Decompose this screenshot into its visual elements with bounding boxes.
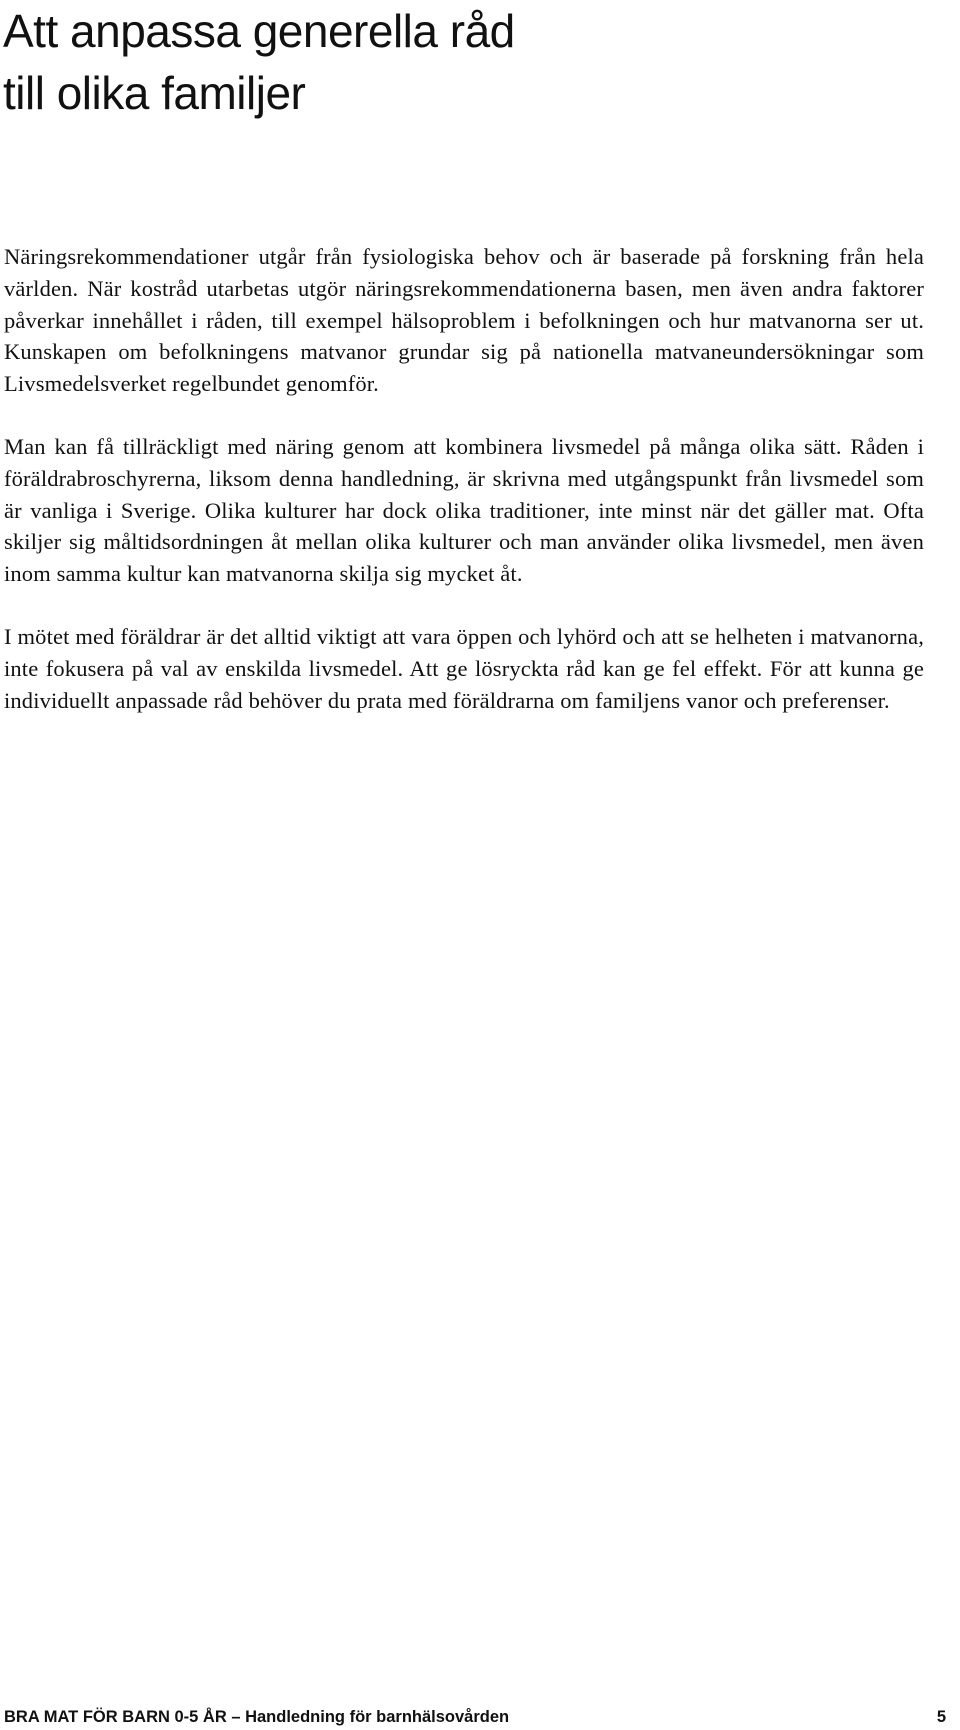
footer-page-number: 5 <box>936 1708 946 1726</box>
page-title-line-1: Att anpassa generella råd <box>3 5 515 57</box>
page-footer <box>4 1706 946 1728</box>
paragraph-nutrition-recommendations: Näringsrekommendationer utgår från fysiologiska behov och är baserade på forskning från hela världen. När kostråd utarbetas utgör näringsrekommendationerna basen, men även andra faktorer påverkar innehållet i råden, till exempel hälsoproblem i befolkningen och hur matvanorna ser ut. Kunskapen om befolkningens matvanor grundar sig på nationella matvaneundersökningar som Livsmedelsverket regelbundet genomför. <box>4 244 924 397</box>
body-text <box>4 241 924 747</box>
page-title <box>3 0 515 124</box>
paragraph-meeting-parents: I mötet med föräldrar är det alltid viktigt att vara öppen och lyhörd och att se helheten i matvanorna, inte fokusera på val av enskilda livsmedel. Att ge lösryckta råd kan ge fel effekt. För att kunna ge individuellt anpassade råd behöver du prata med föräldrarna om familjens vanor och preferenser. <box>4 623 924 713</box>
paragraph-combining-foods: Man kan få tillräckligt med näring genom att kombinera livsmedel på många olika sätt. Råden i föräldrabroschyrerna, liksom denna handledning, är skrivna med utgångspunkt från livsmedel som är vanliga i Sverige. Olika kulturer har dock olika traditioner, inte minst när det gäller mat. Ofta skiljer sig måltidsordningen åt mellan olika kulturer och man använder olika livsmedel, men även inom samma kultur kan matvanorna skilja sig mycket åt. <box>4 433 924 587</box>
footer-publication-title: BRA MAT FÖR BARN 0-5 ÅR – Handledning för barnhälsovården <box>4 1708 510 1726</box>
page-title-line-2: till olika familjer <box>3 67 306 119</box>
